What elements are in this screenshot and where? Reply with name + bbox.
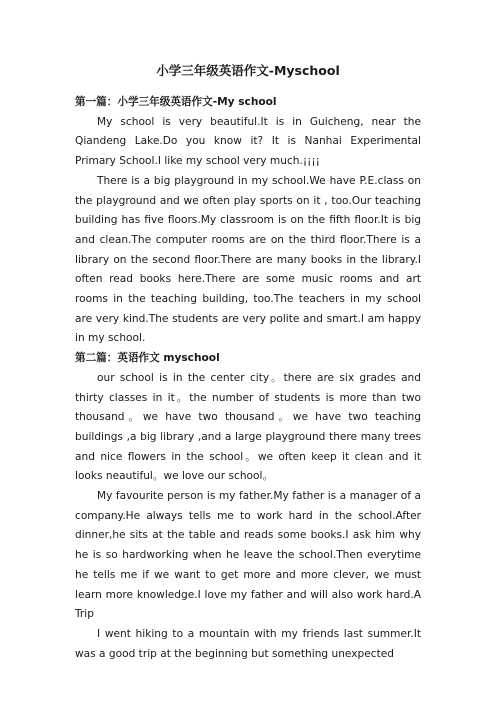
- paragraph: There is a big playground in my school.We have P.E.class on the playground and we often play sports on it , too.Our teaching building has five floors.My classroom is on the fifth floor.It is big and clean.The computer rooms are on the third floor.There is a library on the second floor.There are many books in the library.I often read books here.There are some music rooms and art rooms in the teaching building, too.The teachers in my school are very kind.The students are very polite and smart.I am happy in my school.: [75, 174, 421, 345]
- section-heading: 第一篇：小学三年级英语作文-My school: [75, 96, 277, 108]
- document-body: [75, 93, 421, 664]
- paragraph: My school is very beautiful.It is in Guicheng, near the Qiandeng Lake.Do you know it? It is Nanhai Experimental Primary School.I like my school very much.¡¡¡¡: [75, 115, 421, 168]
- paragraph: My favourite person is my father.My father is a manager of a company.He always tells me to work hard in the school.After dinner,he sits at the table and reads some books.I ask him why he is so hardworking when he leave the school.Then everytime he tells me if we want to get more and more clever, we must learn more knowledge.I love my father and will also work hard.A Trip: [75, 490, 421, 621]
- section-2: [75, 349, 421, 664]
- section-heading: 第二篇：英语作文 myschool: [75, 352, 220, 365]
- paragraph: I went hiking to a mountain with my friends last summer.It was a good trip at the beginning but something unexpected: [75, 627, 421, 660]
- section-1: [75, 93, 421, 349]
- document-title: 小学三年级英语作文-Myschool: [156, 63, 340, 78]
- paragraph: our school is in the center city。there are six grades and thirty classes in it。the number of students is more than two thousand。we have two thousand。we have two teaching buildings ,a big library ,and a large playground there many trees and nice flowers in the school。we often keep it clean and it looks neautiful。we love our school。: [75, 371, 421, 483]
